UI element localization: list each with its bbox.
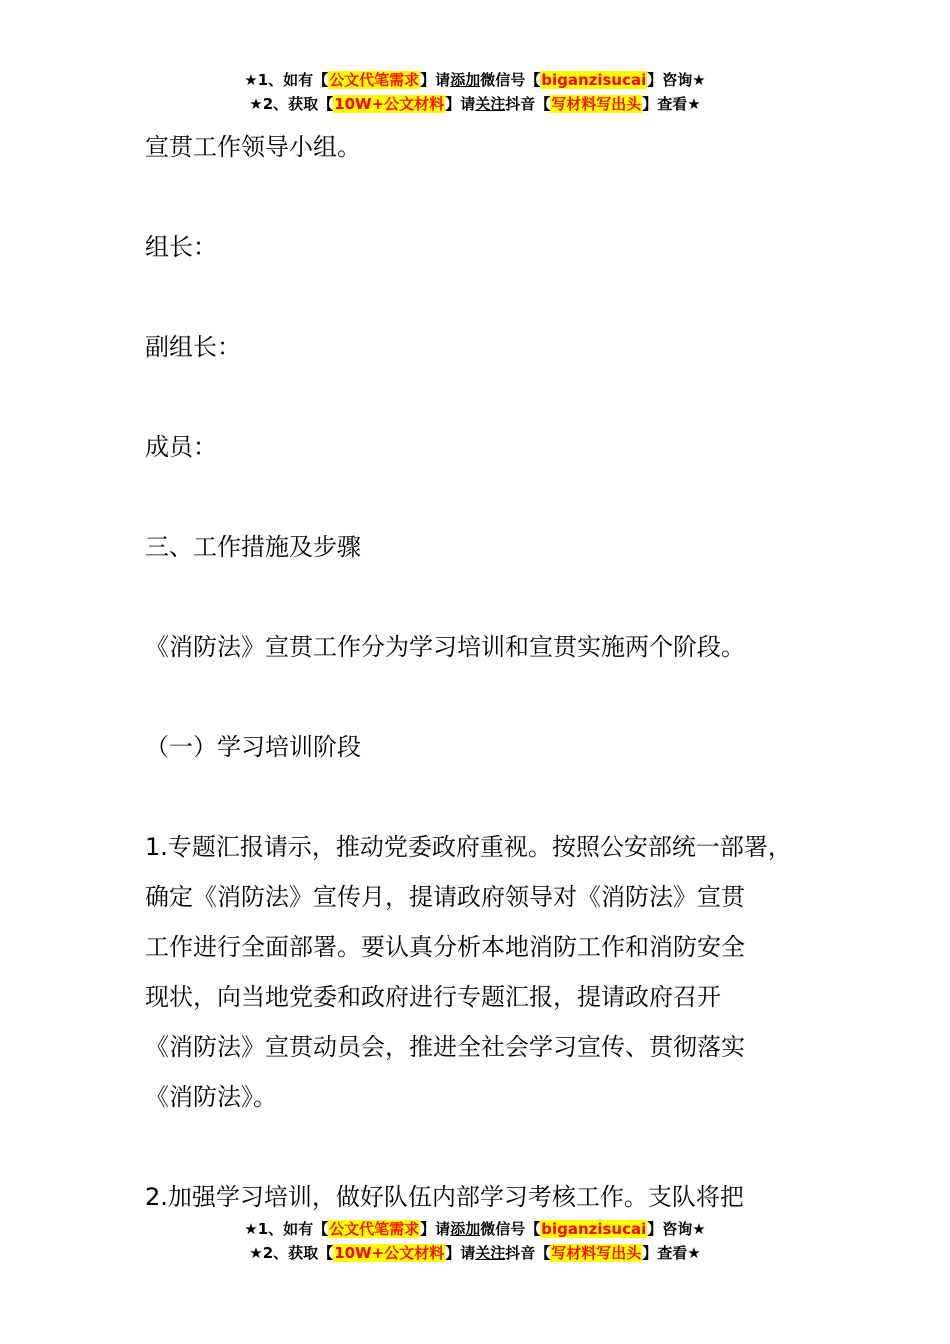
- banner-text: ★2、获取【: [249, 95, 334, 113]
- banner-highlight: 写材料写出头: [551, 95, 642, 113]
- paragraph-item-2: 2.加强学习培训，做好队伍内部学习考核工作。支队将把: [145, 1183, 744, 1211]
- paragraph-leadership-group: 宣贯工作领导小组。: [145, 133, 361, 161]
- banner-text: 】查看★: [642, 1244, 701, 1262]
- paragraph-line: 现状，向当地党委和政府进行专题汇报，提请政府召开: [145, 983, 721, 1011]
- banner-text: 】请: [420, 71, 451, 89]
- banner-text: 】请: [445, 1244, 476, 1262]
- header-banner-line-1: [0, 68, 950, 92]
- banner-highlight: 10W+公文材料: [334, 1244, 445, 1262]
- footer-banner-line-1: [0, 1217, 950, 1241]
- header-banner-line-2: [0, 92, 950, 116]
- banner-text: 微信号【: [480, 1220, 541, 1238]
- paragraph-item-1: [145, 822, 835, 1122]
- banner-highlight: biganzisucai: [541, 1220, 647, 1238]
- header-banner: [0, 68, 950, 116]
- banner-text: 】请: [420, 1220, 451, 1238]
- banner-text: 微信号【: [480, 71, 541, 89]
- banner-text: 抖音【: [505, 1244, 551, 1262]
- banner-underline: 添加: [450, 71, 481, 89]
- banner-text: 】查看★: [642, 95, 701, 113]
- paragraph-line: 工作进行全面部署。要认真分析本地消防工作和消防安全: [145, 933, 745, 961]
- paragraph-team-leader: 组长：: [145, 233, 217, 261]
- paragraph-line: 《消防法》。: [145, 1083, 277, 1111]
- paragraph-deputy-leader: 副组长：: [145, 333, 241, 361]
- paragraph-members: 成员：: [145, 433, 217, 461]
- banner-text: 】咨询★: [647, 71, 706, 89]
- banner-highlight: 公文代笔需求: [329, 71, 420, 89]
- banner-highlight: 10W+公文材料: [334, 95, 445, 113]
- banner-text: ★2、获取【: [249, 1244, 334, 1262]
- footer-banner-line-2: [0, 1241, 950, 1265]
- paragraph-line: 确定《消防法》宣传月，提请政府领导对《消防法》宣贯: [145, 883, 745, 911]
- banner-highlight: 公文代笔需求: [329, 1220, 420, 1238]
- banner-text: 抖音【: [505, 95, 551, 113]
- paragraph-stages: 《消防法》宣贯工作分为学习培训和宣贯实施两个阶段。: [145, 633, 745, 661]
- banner-text: 】请: [445, 95, 476, 113]
- paragraph-line: 《消防法》宣贯动员会，推进全社会学习宣传、贯彻落实: [145, 1033, 745, 1061]
- section-heading-3: 三、工作措施及步骤: [145, 533, 361, 561]
- banner-text: ★1、如有【: [244, 71, 329, 89]
- subsection-heading-1: （一）学习培训阶段: [145, 733, 361, 761]
- banner-underline: 关注: [475, 1244, 506, 1262]
- banner-text: ★1、如有【: [244, 1220, 329, 1238]
- banner-text: 】咨询★: [647, 1220, 706, 1238]
- banner-underline: 关注: [475, 95, 506, 113]
- banner-highlight: biganzisucai: [541, 71, 647, 89]
- banner-highlight: 写材料写出头: [551, 1244, 642, 1262]
- banner-underline: 添加: [450, 1220, 481, 1238]
- paragraph-line: 1.专题汇报请示，推动党委政府重视。按照公安部统一部署，: [145, 833, 792, 861]
- footer-banner: [0, 1217, 950, 1265]
- document-body: [145, 122, 835, 1222]
